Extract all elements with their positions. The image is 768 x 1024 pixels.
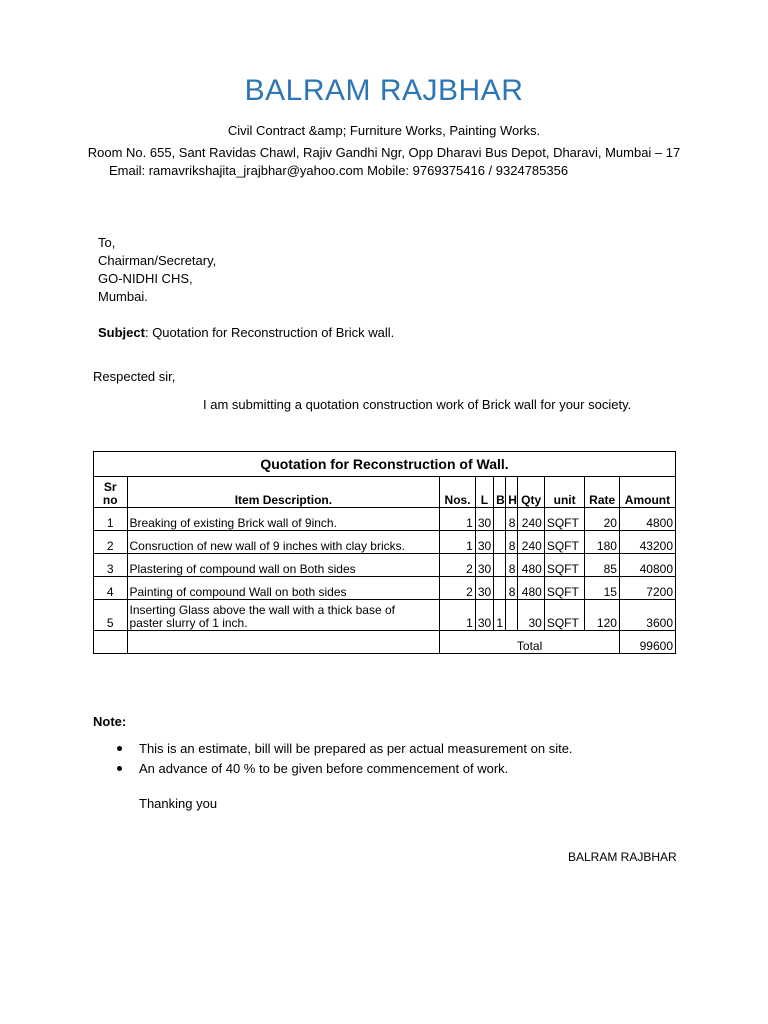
cell-rate: 85	[585, 554, 620, 577]
header-sr-top: Sr	[103, 480, 117, 494]
quotation-table	[93, 451, 676, 654]
contact-info: Email: ramavrikshajita_jrajbhar@yahoo.com Mobile: 9769375416 / 9324785356	[109, 163, 569, 178]
subject-line	[98, 325, 394, 340]
cell-b	[494, 554, 506, 577]
table-header-row	[94, 477, 676, 508]
table-row	[94, 600, 676, 631]
note-item-text: An advance of 40 % to be given before commencement of work.	[139, 761, 509, 776]
cell-l: 30	[475, 600, 493, 631]
header-rate: Rate	[585, 477, 620, 508]
cell-rate: 180	[585, 531, 620, 554]
address-line-3: Mumbai.	[98, 289, 148, 304]
cell-rate: 15	[585, 577, 620, 600]
cell-sr: 2	[94, 531, 128, 554]
cell-description: Breaking of existing Brick wall of 9inch.	[127, 508, 440, 531]
header-h: H	[506, 477, 518, 508]
cell-l: 30	[475, 577, 493, 600]
table-row	[94, 554, 676, 577]
cell-b	[494, 577, 506, 600]
cell-amount: 3600	[619, 600, 675, 631]
cell-qty: 30	[518, 600, 544, 631]
header-unit: unit	[544, 477, 585, 508]
cell-qty: 480	[518, 577, 544, 600]
business-description: Civil Contract &amp; Furniture Works, Painting Works.	[227, 123, 541, 138]
intro-text: I am submitting a quotation construction work of Brick wall for your society.	[203, 397, 632, 412]
cell-amount: 7200	[619, 577, 675, 600]
cell-b	[494, 531, 506, 554]
cell-nos: 2	[440, 577, 476, 600]
cell-unit: SQFT	[544, 577, 585, 600]
header-b: B	[494, 477, 506, 508]
cell-h	[506, 600, 518, 631]
cell-unit: SQFT	[544, 508, 585, 531]
cell-l: 30	[475, 508, 493, 531]
header-sr-bottom: no	[102, 493, 118, 507]
cell-nos: 1	[440, 531, 476, 554]
header-amount: Amount	[619, 477, 675, 508]
cell-h: 8	[506, 508, 518, 531]
signature-name: BALRAM RAJBHAR	[568, 850, 677, 864]
table-total-row	[94, 631, 676, 654]
header-qty: Qty	[518, 477, 544, 508]
cell-qty: 240	[518, 508, 544, 531]
thanks-text: Thanking you	[139, 796, 218, 811]
cell-amount: 43200	[619, 531, 675, 554]
bullet-icon	[117, 766, 122, 771]
cell-empty	[94, 631, 128, 654]
header-nos: Nos.	[440, 477, 476, 508]
cell-sr: 3	[94, 554, 128, 577]
note-item-text: This is an estimate, bill will be prepared as per actual measurement on site.	[139, 741, 573, 756]
cell-empty	[127, 631, 440, 654]
cell-unit: SQFT	[544, 531, 585, 554]
greeting: Respected sir,	[93, 369, 176, 384]
subject-label: Subject	[98, 325, 145, 340]
cell-amount: 40800	[619, 554, 675, 577]
table-row	[94, 531, 676, 554]
company-address: Room No. 655, Sant Ravidas Chawl, Rajiv Gandhi Ngr, Opp Dharavi Bus Depot, Dharavi, Mumbai – 17	[87, 145, 681, 160]
header-sr	[94, 477, 128, 508]
cell-unit: SQFT	[544, 600, 585, 631]
cell-b: 1	[494, 600, 506, 631]
total-value: 99600	[619, 631, 675, 654]
cell-sr: 4	[94, 577, 128, 600]
cell-description	[127, 600, 440, 631]
cell-h: 8	[506, 554, 518, 577]
header-description: Item Description.	[127, 477, 440, 508]
cell-h: 8	[506, 577, 518, 600]
company-name: BALRAM RAJBHAR	[244, 74, 524, 107]
address-to: To,	[98, 235, 116, 250]
header-l: L	[475, 477, 493, 508]
cell-description-line-2: paster slurry of 1 inch.	[129, 616, 248, 630]
cell-sr: 1	[94, 508, 128, 531]
cell-h: 8	[506, 531, 518, 554]
cell-amount: 4800	[619, 508, 675, 531]
cell-b	[494, 508, 506, 531]
cell-nos: 1	[440, 508, 476, 531]
cell-l: 30	[475, 531, 493, 554]
cell-rate: 20	[585, 508, 620, 531]
cell-nos: 2	[440, 554, 476, 577]
cell-rate: 120	[585, 600, 620, 631]
note-item	[117, 761, 508, 776]
note-label: Note:	[93, 714, 127, 729]
cell-qty: 480	[518, 554, 544, 577]
table-caption: Quotation for Reconstruction of Wall.	[94, 452, 676, 477]
cell-qty: 240	[518, 531, 544, 554]
table-row	[94, 577, 676, 600]
table-row	[94, 508, 676, 531]
bullet-icon	[117, 746, 122, 751]
cell-nos: 1	[440, 600, 476, 631]
cell-description: Consruction of new wall of 9 inches with clay bricks.	[127, 531, 440, 554]
address-line-1: Chairman/Secretary,	[98, 253, 217, 268]
total-label: Total	[440, 631, 620, 654]
subject-text: : Quotation for Reconstruction of Brick wall.	[144, 325, 395, 340]
cell-description: Painting of compound Wall on both sides	[127, 577, 440, 600]
cell-description: Plastering of compound wall on Both sides	[127, 554, 440, 577]
cell-sr: 5	[94, 600, 128, 631]
address-line-2: GO-NIDHI CHS,	[98, 271, 193, 286]
cell-unit: SQFT	[544, 554, 585, 577]
cell-l: 30	[475, 554, 493, 577]
cell-description-line-1: Inserting Glass above the wall with a thick base of	[129, 603, 395, 617]
note-item	[117, 741, 573, 756]
